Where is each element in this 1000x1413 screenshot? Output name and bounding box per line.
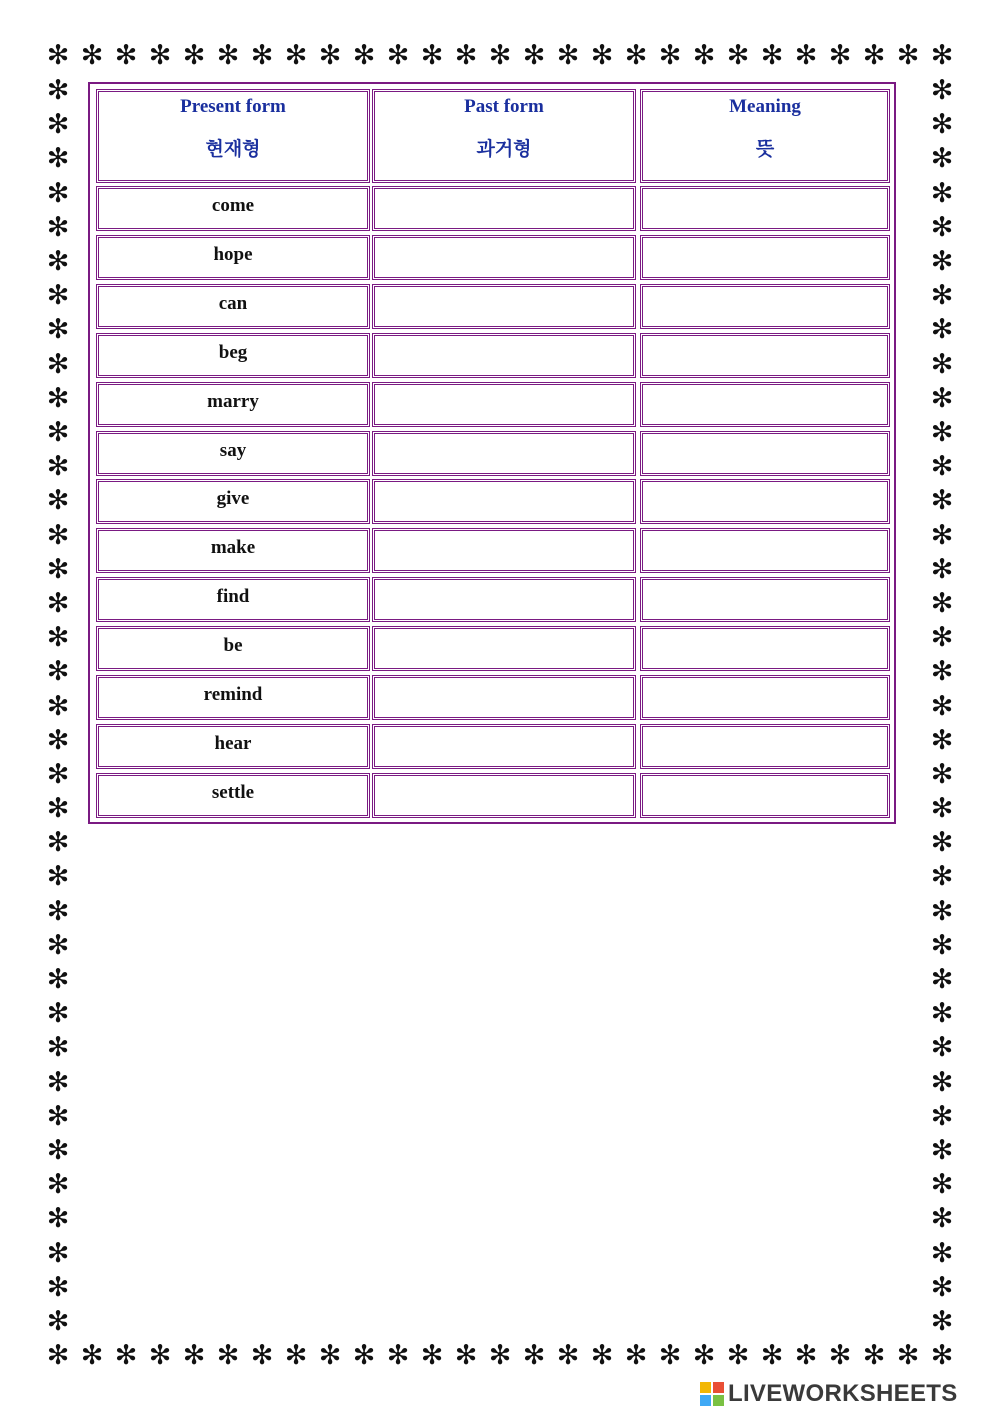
asterisk-flower-icon: ✻ [930, 587, 954, 619]
asterisk-flower-icon: ✻ [46, 690, 70, 722]
asterisk-flower-icon: ✻ [930, 895, 954, 927]
asterisk-flower-icon: ✻ [658, 1340, 682, 1371]
asterisk-flower-icon: ✻ [148, 40, 172, 71]
asterisk-flower-icon: ✻ [46, 1066, 70, 1098]
past-form-answer-field[interactable] [372, 235, 636, 280]
asterisk-flower-icon: ✻ [46, 587, 70, 619]
asterisk-flower-icon: ✻ [726, 1340, 750, 1371]
asterisk-flower-icon: ✻ [556, 40, 580, 71]
asterisk-flower-icon: ✻ [896, 40, 920, 71]
asterisk-flower-icon: ✻ [692, 40, 716, 71]
asterisk-flower-icon: ✻ [318, 40, 342, 71]
asterisk-flower-icon: ✻ [794, 1340, 818, 1371]
asterisk-flower-icon: ✻ [114, 40, 138, 71]
asterisk-flower-icon: ✻ [46, 382, 70, 414]
asterisk-flower-icon: ✻ [930, 416, 954, 448]
asterisk-flower-icon: ✻ [930, 314, 954, 346]
asterisk-flower-icon: ✻ [930, 964, 954, 996]
meaning-answer-field[interactable] [640, 626, 890, 671]
asterisk-flower-icon: ✻ [46, 1100, 70, 1132]
asterisk-flower-icon: ✻ [488, 40, 512, 71]
header-label-en: Past form [464, 96, 544, 117]
asterisk-flower-icon: ✻ [726, 40, 750, 71]
header-cell-present-form [96, 89, 370, 183]
present-form-cell [96, 284, 370, 329]
asterisk-flower-icon: ✻ [46, 348, 70, 380]
meaning-answer-field[interactable] [640, 431, 890, 476]
asterisk-flower-icon: ✻ [488, 1340, 512, 1371]
verb-word: hope [213, 243, 253, 265]
asterisk-flower-icon: ✻ [862, 1340, 886, 1371]
asterisk-flower-icon: ✻ [522, 40, 546, 71]
present-form-cell [96, 528, 370, 573]
asterisk-flower-icon: ✻ [46, 143, 70, 175]
asterisk-flower-icon: ✻ [46, 280, 70, 312]
meaning-answer-field[interactable] [640, 528, 890, 573]
asterisk-flower-icon: ✻ [930, 245, 954, 277]
asterisk-flower-icon: ✻ [46, 758, 70, 790]
asterisk-flower-icon: ✻ [46, 519, 70, 551]
asterisk-flower-icon: ✻ [930, 1135, 954, 1167]
asterisk-flower-icon: ✻ [46, 40, 70, 71]
asterisk-flower-icon: ✻ [46, 314, 70, 346]
asterisk-flower-icon: ✻ [930, 793, 954, 825]
asterisk-flower-icon: ✻ [930, 1169, 954, 1201]
asterisk-flower-icon: ✻ [624, 1340, 648, 1371]
asterisk-flower-icon: ✻ [46, 1340, 70, 1371]
asterisk-flower-icon: ✻ [386, 1340, 410, 1371]
verb-word: beg [218, 341, 248, 363]
asterisk-flower-icon: ✻ [930, 143, 954, 175]
verb-word: say [219, 439, 247, 461]
asterisk-flower-icon: ✻ [46, 964, 70, 996]
asterisk-flower-icon: ✻ [930, 998, 954, 1030]
asterisk-flower-icon: ✻ [930, 724, 954, 756]
meaning-answer-field[interactable] [640, 724, 890, 769]
present-form-cell [96, 577, 370, 622]
asterisk-flower-icon: ✻ [930, 40, 954, 71]
footer-brand [700, 1378, 958, 1410]
present-form-cell [96, 479, 370, 524]
asterisk-flower-icon: ✻ [930, 1203, 954, 1235]
present-form-cell [96, 235, 370, 280]
asterisk-flower-icon: ✻ [930, 929, 954, 961]
asterisk-flower-icon: ✻ [930, 1066, 954, 1098]
asterisk-flower-icon: ✻ [794, 40, 818, 71]
past-form-answer-field[interactable] [372, 626, 636, 671]
past-form-answer-field[interactable] [372, 675, 636, 720]
verb-word: come [211, 195, 255, 216]
asterisk-flower-icon: ✻ [46, 656, 70, 688]
verb-word: marry [207, 390, 259, 412]
meaning-answer-field[interactable] [640, 479, 890, 524]
asterisk-flower-icon: ✻ [46, 416, 70, 448]
asterisk-flower-icon: ✻ [930, 861, 954, 893]
header-label-en: Meaning [729, 96, 801, 117]
asterisk-flower-icon: ✻ [454, 40, 478, 71]
asterisk-flower-icon: ✻ [828, 1340, 852, 1371]
asterisk-flower-icon: ✻ [930, 1271, 954, 1303]
verb-word: settle [211, 781, 255, 803]
asterisk-flower-icon: ✻ [930, 348, 954, 380]
past-form-answer-field[interactable] [372, 186, 636, 231]
asterisk-flower-icon: ✻ [46, 929, 70, 961]
asterisk-flower-icon: ✻ [930, 382, 954, 414]
asterisk-flower-icon: ✻ [930, 827, 954, 859]
present-form-cell [96, 382, 370, 427]
meaning-answer-field[interactable] [640, 333, 890, 378]
past-form-answer-field[interactable] [372, 577, 636, 622]
past-form-answer-field[interactable] [372, 284, 636, 329]
asterisk-flower-icon: ✻ [182, 40, 206, 71]
asterisk-flower-icon: ✻ [46, 827, 70, 859]
asterisk-flower-icon: ✻ [624, 40, 648, 71]
asterisk-flower-icon: ✻ [216, 40, 240, 71]
asterisk-flower-icon: ✻ [182, 1340, 206, 1371]
vocabulary-table [88, 82, 896, 824]
past-form-answer-field[interactable] [372, 724, 636, 769]
header-cell-meaning [640, 89, 890, 183]
verb-word: give [216, 488, 250, 510]
asterisk-flower-icon: ✻ [46, 109, 70, 141]
meaning-answer-field[interactable] [640, 235, 890, 280]
asterisk-flower-icon: ✻ [318, 1340, 342, 1371]
asterisk-flower-icon: ✻ [216, 1340, 240, 1371]
asterisk-flower-icon: ✻ [590, 1340, 614, 1371]
meaning-answer-field[interactable] [640, 186, 890, 231]
asterisk-flower-icon: ✻ [420, 40, 444, 71]
asterisk-flower-icon: ✻ [930, 1237, 954, 1269]
asterisk-flower-icon: ✻ [46, 1169, 70, 1201]
asterisk-flower-icon: ✻ [46, 622, 70, 654]
asterisk-flower-icon: ✻ [250, 1340, 274, 1371]
past-form-answer-field[interactable] [372, 382, 636, 427]
present-form-cell [96, 773, 370, 818]
asterisk-flower-icon: ✻ [46, 245, 70, 277]
present-form-cell [96, 186, 370, 231]
asterisk-flower-icon: ✻ [80, 40, 104, 71]
asterisk-flower-icon: ✻ [46, 1203, 70, 1235]
asterisk-flower-icon: ✻ [148, 1340, 172, 1371]
meaning-answer-field[interactable] [640, 284, 890, 329]
asterisk-flower-icon: ✻ [46, 861, 70, 893]
asterisk-flower-icon: ✻ [284, 40, 308, 71]
asterisk-flower-icon: ✻ [930, 690, 954, 722]
asterisk-flower-icon: ✻ [454, 1340, 478, 1371]
asterisk-flower-icon: ✻ [420, 1340, 444, 1371]
verb-word: be [223, 635, 243, 657]
asterisk-flower-icon: ✻ [896, 1340, 920, 1371]
past-form-answer-field[interactable] [372, 431, 636, 476]
asterisk-flower-icon: ✻ [46, 485, 70, 517]
asterisk-flower-icon: ✻ [352, 40, 376, 71]
asterisk-flower-icon: ✻ [46, 451, 70, 483]
verb-word: can [218, 292, 248, 314]
past-form-answer-field[interactable] [372, 333, 636, 378]
asterisk-flower-icon: ✻ [930, 280, 954, 312]
asterisk-flower-icon: ✻ [930, 622, 954, 654]
asterisk-flower-icon: ✻ [46, 75, 70, 106]
asterisk-flower-icon: ✻ [930, 656, 954, 688]
present-form-cell [96, 333, 370, 378]
verb-word: remind [203, 684, 263, 705]
asterisk-flower-icon: ✻ [590, 40, 614, 71]
asterisk-flower-icon: ✻ [80, 1340, 104, 1371]
asterisk-flower-icon: ✻ [930, 75, 954, 106]
asterisk-flower-icon: ✻ [46, 553, 70, 585]
present-form-cell [96, 724, 370, 769]
asterisk-flower-icon: ✻ [46, 895, 70, 927]
asterisk-flower-icon: ✻ [46, 177, 70, 209]
asterisk-flower-icon: ✻ [46, 724, 70, 756]
asterisk-flower-icon: ✻ [930, 553, 954, 585]
meaning-answer-field[interactable] [640, 773, 890, 818]
header-label-en: Present form [180, 96, 286, 117]
asterisk-flower-icon: ✻ [284, 1340, 308, 1371]
asterisk-flower-icon: ✻ [114, 1340, 138, 1371]
header-label-ko: 현재형 [205, 138, 261, 160]
asterisk-flower-icon: ✻ [46, 1271, 70, 1303]
asterisk-flower-icon: ✻ [930, 211, 954, 243]
asterisk-flower-icon: ✻ [522, 1340, 546, 1371]
present-form-cell [96, 626, 370, 671]
asterisk-flower-icon: ✻ [46, 998, 70, 1030]
asterisk-flower-icon: ✻ [46, 211, 70, 243]
asterisk-flower-icon: ✻ [760, 1340, 784, 1371]
present-form-cell [96, 675, 370, 720]
asterisk-flower-icon: ✻ [930, 177, 954, 209]
past-form-answer-field[interactable] [372, 773, 636, 818]
asterisk-flower-icon: ✻ [352, 1340, 376, 1371]
asterisk-flower-icon: ✻ [658, 40, 682, 71]
asterisk-flower-icon: ✻ [930, 1340, 954, 1371]
asterisk-flower-icon: ✻ [46, 1032, 70, 1064]
brand-name: LIVEWORKSHEETS [728, 1380, 958, 1407]
asterisk-flower-icon: ✻ [46, 1306, 70, 1337]
past-form-answer-field[interactable] [372, 528, 636, 573]
asterisk-flower-icon: ✻ [930, 1306, 954, 1337]
asterisk-flower-icon: ✻ [930, 758, 954, 790]
asterisk-flower-icon: ✻ [46, 1237, 70, 1269]
asterisk-flower-icon: ✻ [930, 519, 954, 551]
verb-word: hear [214, 732, 252, 754]
asterisk-flower-icon: ✻ [692, 1340, 716, 1371]
asterisk-flower-icon: ✻ [386, 40, 410, 71]
asterisk-flower-icon: ✻ [862, 40, 886, 71]
asterisk-flower-icon: ✻ [46, 793, 70, 825]
asterisk-flower-icon: ✻ [930, 109, 954, 141]
header-label-ko: 뜻 [755, 138, 775, 160]
asterisk-flower-icon: ✻ [930, 1032, 954, 1064]
asterisk-flower-icon: ✻ [760, 40, 784, 71]
asterisk-flower-icon: ✻ [46, 1135, 70, 1167]
verb-word: make [210, 537, 256, 559]
meaning-answer-field[interactable] [640, 577, 890, 622]
present-form-cell [96, 431, 370, 476]
asterisk-flower-icon: ✻ [250, 40, 274, 71]
verb-word: find [216, 586, 250, 608]
asterisk-flower-icon: ✻ [930, 485, 954, 517]
meaning-answer-field[interactable] [640, 675, 890, 720]
liveworksheets-logo-icon [700, 1382, 724, 1406]
header-label-ko: 과거형 [476, 138, 532, 160]
asterisk-flower-icon: ✻ [828, 40, 852, 71]
asterisk-flower-icon: ✻ [930, 451, 954, 483]
asterisk-flower-icon: ✻ [556, 1340, 580, 1371]
header-cell-past-form [372, 89, 636, 183]
meaning-answer-field[interactable] [640, 382, 890, 427]
past-form-answer-field[interactable] [372, 479, 636, 524]
asterisk-flower-icon: ✻ [930, 1100, 954, 1132]
